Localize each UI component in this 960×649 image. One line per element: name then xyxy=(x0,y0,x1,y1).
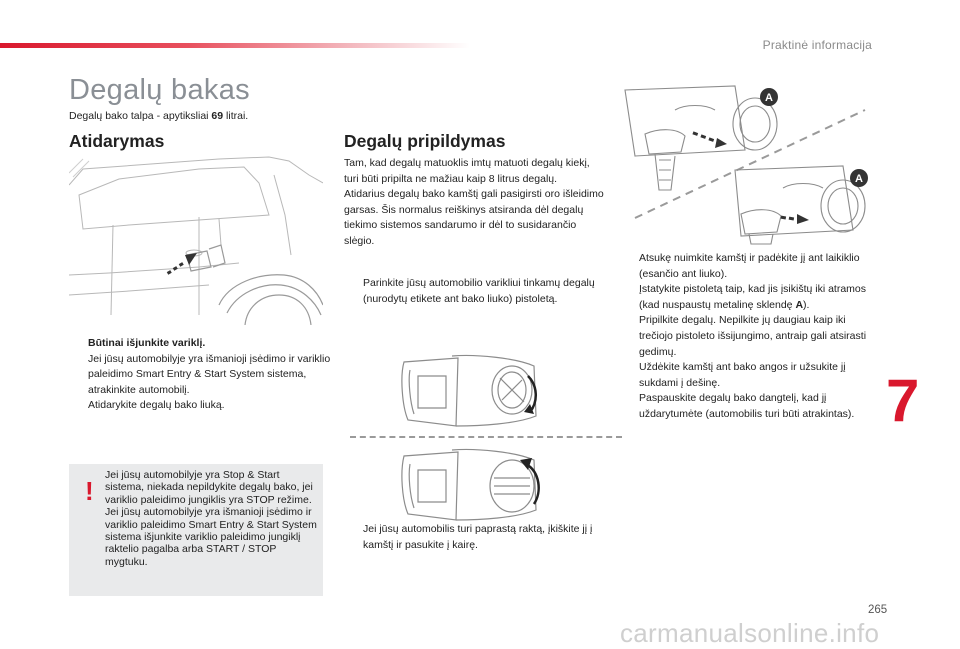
dashed-divider xyxy=(350,436,622,438)
opening-step: Atidarykite degalų bako liuką. xyxy=(88,399,225,412)
section-label: Praktinė informacija xyxy=(762,38,872,52)
header-accent-bar xyxy=(0,43,470,48)
opening-steps xyxy=(69,336,331,414)
callout-a-label: A xyxy=(855,173,863,185)
refuelling-step: Atsukę nuimkite kamštį ir padėkite jį ant laikiklio (esančio ant liuko). xyxy=(639,252,860,280)
page-number: 265 xyxy=(868,604,888,616)
fuel-selection-step xyxy=(344,276,606,307)
tank-capacity-value: 69 xyxy=(211,110,224,122)
refuelling-step: Įstatykite pistoletą taip, kad jis įsikištų iki atramos (kad nuspaustų metalinę sklendę A). xyxy=(639,283,867,311)
refuelling-step: Uždėkite kamštį ant bako angos ir užsukite jį sukdami į dešinę. xyxy=(639,361,846,389)
van-fuel-flap-illustration xyxy=(69,155,323,325)
page-title: Degalų bakas xyxy=(69,74,250,106)
warning-text: Jei jūsų automobilyje yra Stop & Start sistema, niekada nepildykite degalų bako, jei variklio paleidimo jungiklis yra STOP režime. Jei jūsų automobilyje yra išmanioji įsėdimo ir variklio paleidimo Smart Entry & Start System sistema išjunkite variklio paleidimo jungiklį raktelio pagalba arba START / STOP mygtuku. xyxy=(105,469,317,568)
fuel-cap-key-illustration xyxy=(396,442,556,528)
refuelling-step: Parinkite jūsų automobilio varikliui tinkamų degalų (nurodytų etikete ant bako liuko) pistoletą. xyxy=(363,277,595,305)
warning-box xyxy=(69,464,323,596)
flap-reference: A xyxy=(795,298,804,311)
key-step xyxy=(344,522,606,553)
opening-heading: Atidarymas xyxy=(69,131,165,151)
refuelling-step: Pripilkite degalų. Nepilkite jų daugiau kaip iki trečiojo pistoleto išsijungimo, antraip gali atsirasti gedimų. xyxy=(639,314,867,358)
fuel-nozzle-illustration xyxy=(615,80,875,248)
refuelling-intro xyxy=(344,156,606,250)
warning-icon: ! xyxy=(85,476,94,506)
fuel-cap-open-illustration xyxy=(396,346,556,432)
opening-step: Būtinai išjunkite variklį. xyxy=(88,337,206,349)
refuelling-paragraph-2: Atidarius degalų bako kamštį gali pasigirsti oro išleidimo garsas. Šis normalus reiškinys atsiranda dėl degalų tiekimo sistemos sandarumo ir dėl to susidarančio slėgio. xyxy=(344,188,604,247)
refuelling-step: Paspauskite degalų bako dangtelį, kad jį uždarytumėte (automobilis turi būti atrakintas). xyxy=(639,392,855,420)
intro-text: Degalų bako talpa - apytiksliai 69 litrai. xyxy=(69,110,249,122)
callout-a-label: A xyxy=(765,92,773,104)
opening-step: Jei jūsų automobilyje yra išmanioji įsėdimo ir variklio paleidimo Smart Entry & Start System sistema, atrakinkite automobilį. xyxy=(88,352,331,396)
refuelling-heading: Degalų pripildymas xyxy=(344,131,506,151)
chapter-number: 7 xyxy=(886,367,920,434)
watermark: carmanualsonline.info xyxy=(620,618,880,648)
refuelling-paragraph-1: Tam, kad degalų matuoklis imtų matuoti degalų kiekį, turi būti pripilta ne mažiau kaip 8 litrus degalų. xyxy=(344,157,590,185)
refuelling-step: Jei jūsų automobilis turi paprastą raktą, įkiškite jį į kamštį ir pasukite į kairę. xyxy=(363,523,593,551)
refuelling-steps xyxy=(620,251,882,423)
